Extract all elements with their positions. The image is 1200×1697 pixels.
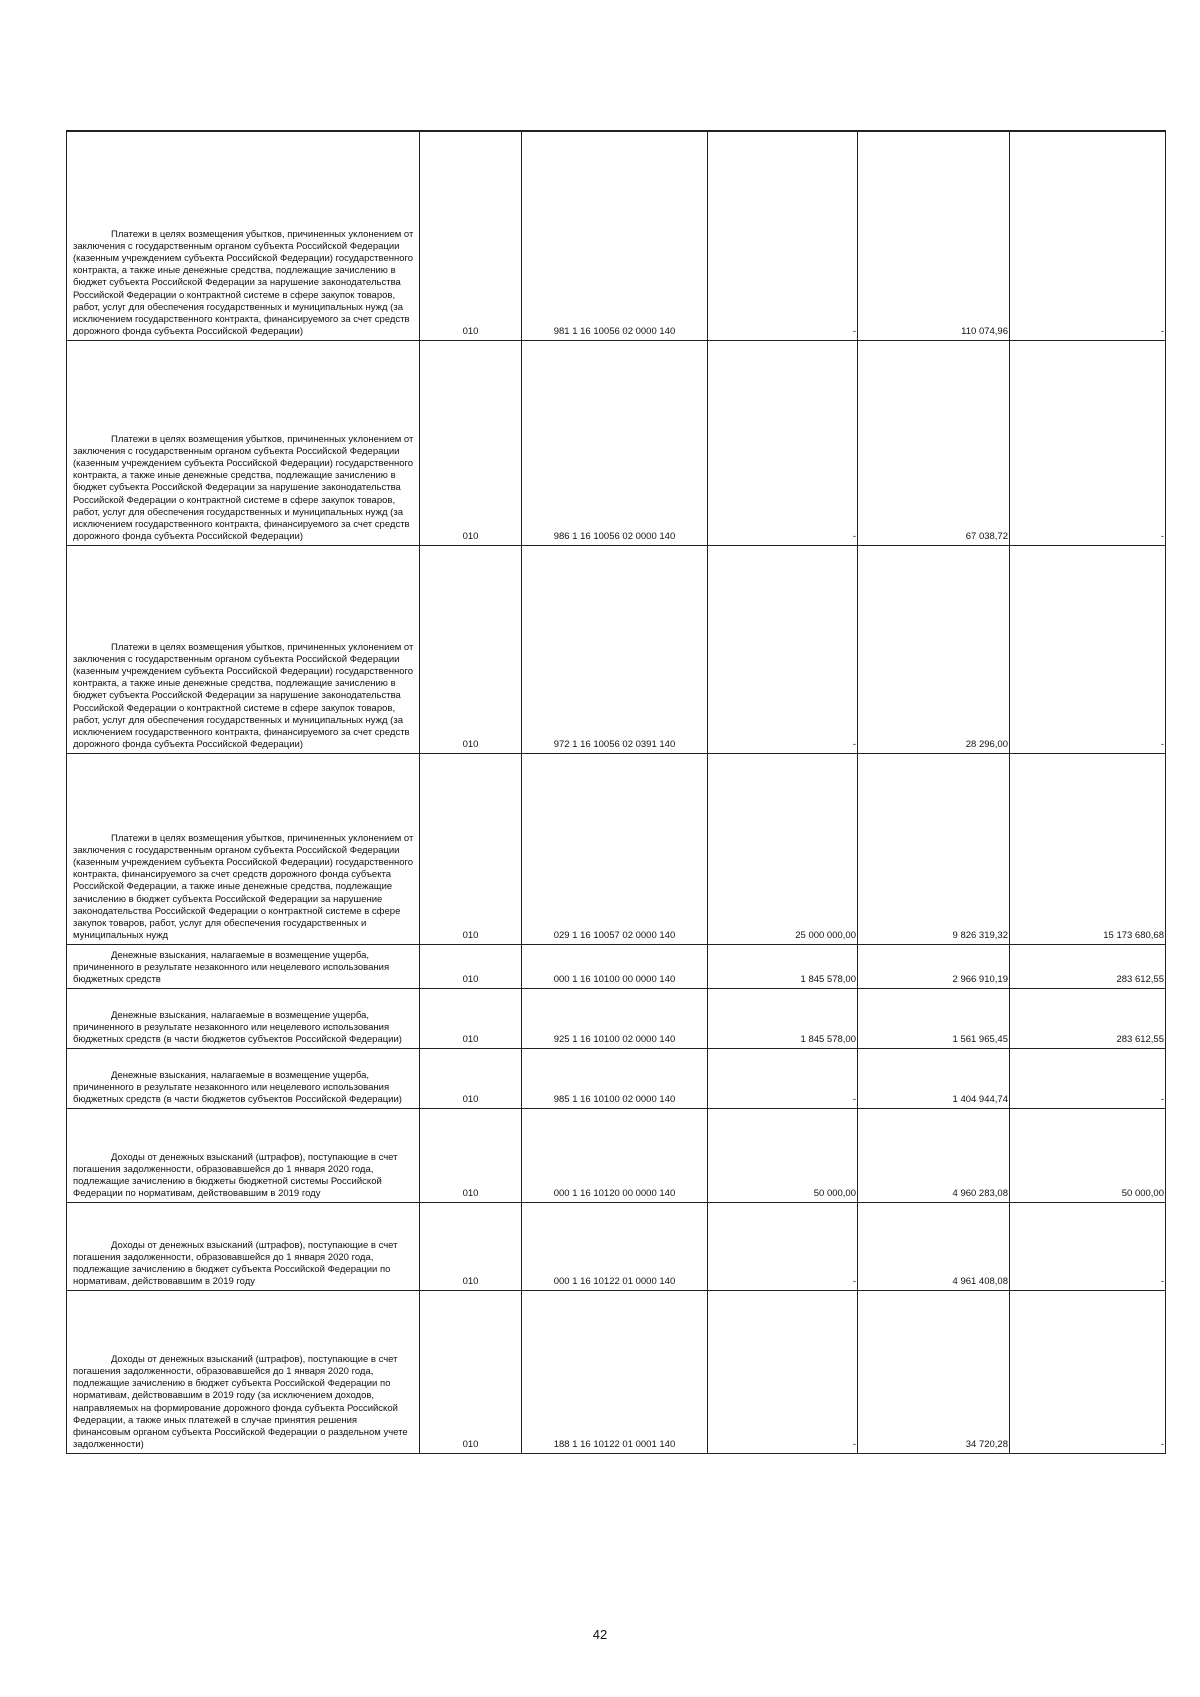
executed-amount-cell: 34 720,28 (858, 1290, 1010, 1453)
budget-classification-code-cell: 972 1 16 10056 02 0391 140 (522, 545, 708, 753)
line-code-cell: 010 (420, 988, 522, 1048)
budget-classification-code-cell: 985 1 16 10100 02 0000 140 (522, 1048, 708, 1108)
table-row (67, 988, 1166, 1048)
table-row (67, 131, 1166, 340)
table-row (67, 1048, 1166, 1108)
approved-amount-cell: 1 845 578,00 (708, 944, 858, 988)
table-row (67, 1202, 1166, 1290)
income-name-cell (67, 545, 420, 753)
executed-amount-cell: 9 826 319,32 (858, 753, 1010, 944)
income-name-cell (67, 753, 420, 944)
table-row (67, 545, 1166, 753)
income-name: Платежи в целях возмещения убытков, причиненных уклонением от заключения с государственным органом субъекта Российской Федерации (казенным учреждением субъекта Российской Федерации) государственного контракта, а также иные денежные средства, подлежащие зачислению в бюджет субъекта Российской Федерации за нарушение законодательства Российской Федерации о контрактной системе в сфере закупок товаров, работ, услуг для обеспечения государственных и муниципальных нужд (за исключением государственного контракта, финансируемого за счет средств дорожного фонда субъекта Российской Федерации) (73, 641, 414, 751)
executed-amount-cell: 2 966 910,19 (858, 944, 1010, 988)
line-code-cell: 010 (420, 1108, 522, 1202)
table-row (67, 340, 1166, 545)
table-row (67, 944, 1166, 988)
income-name-cell (67, 1108, 420, 1202)
income-name: Платежи в целях возмещения убытков, причиненных уклонением от заключения с государственным органом субъекта Российской Федерации (казенным учреждением субъекта Российской Федерации) государственного контракта, финансируемого за счет средств дорожного фонда субъекта Российской Федерации, а также иные денежные средства, подлежащие зачислению в бюджет субъекта Российской Федерации за нарушение законодательства Российской Федерации о контрактной системе в сфере закупок товаров, работ, услуг для обеспечения государственных и муниципальных нужд (73, 832, 414, 942)
line-code-cell: 010 (420, 753, 522, 944)
unexecuted-amount-cell: - (1010, 1290, 1166, 1453)
executed-amount-cell: 1 561 965,45 (858, 988, 1010, 1048)
income-name-cell (67, 988, 420, 1048)
line-code-cell: 010 (420, 944, 522, 988)
approved-amount-cell: 50 000,00 (708, 1108, 858, 1202)
page-number: 42 (592, 1627, 608, 1642)
unexecuted-amount-cell: - (1010, 340, 1166, 545)
budget-classification-code-cell: 188 1 16 10122 01 0001 140 (522, 1290, 708, 1453)
budget-classification-code-cell: 000 1 16 10100 00 0000 140 (522, 944, 708, 988)
line-code-cell: 010 (420, 131, 522, 340)
executed-amount-cell: 1 404 944,74 (858, 1048, 1010, 1108)
approved-amount-cell: - (708, 1048, 858, 1108)
income-name-cell (67, 1048, 420, 1108)
executed-amount-cell: 110 074,96 (858, 131, 1010, 340)
income-name-cell (67, 131, 420, 340)
unexecuted-amount-cell: - (1010, 545, 1166, 753)
approved-amount-cell: - (708, 1290, 858, 1453)
approved-amount-cell: - (708, 340, 858, 545)
income-name: Платежи в целях возмещения убытков, причиненных уклонением от заключения с государственным органом субъекта Российской Федерации (казенным учреждением субъекта Российской Федерации) государственного контракта, а также иные денежные средства, подлежащие зачислению в бюджет субъекта Российской Федерации за нарушение законодательства Российской Федерации о контрактной системе в сфере закупок товаров, работ, услуг для обеспечения государственных и муниципальных нужд (за исключением государственного контракта, финансируемого за счет средств дорожного фонда субъекта Российской Федерации) (73, 228, 414, 338)
income-name-cell (67, 1290, 420, 1453)
income-name: Платежи в целях возмещения убытков, причиненных уклонением от заключения с государственным органом субъекта Российской Федерации (казенным учреждением субъекта Российской Федерации) государственного контракта, а также иные денежные средства, подлежащие зачислению в бюджет субъекта Российской Федерации за нарушение законодательства Российской Федерации о контрактной системе в сфере закупок товаров, работ, услуг для обеспечения государственных и муниципальных нужд (за исключением государственного контракта, финансируемого за счет средств дорожного фонда субъекта Российской Федерации) (73, 433, 414, 543)
table-row (67, 1290, 1166, 1453)
income-name: Доходы от денежных взысканий (штрафов), поступающие в счет погашения задолженности, образовавшейся до 1 января 2020 года, подлежащие зачислению в бюджеты бюджетной системы Российской Федерации по нормативам, действовавшим в 2019 году (73, 1151, 398, 1200)
budget-classification-code-cell: 029 1 16 10057 02 0000 140 (522, 753, 708, 944)
approved-amount-cell: - (708, 131, 858, 340)
line-code-cell: 010 (420, 340, 522, 545)
budget-income-table (66, 130, 1166, 1454)
executed-amount-cell: 4 961 408,08 (858, 1202, 1010, 1290)
unexecuted-amount-cell: 283 612,55 (1010, 988, 1166, 1048)
executed-amount-cell: 28 296,00 (858, 545, 1010, 753)
unexecuted-amount-cell: 50 000,00 (1010, 1108, 1166, 1202)
unexecuted-amount-cell: - (1010, 131, 1166, 340)
budget-classification-code-cell: 981 1 16 10056 02 0000 140 (522, 131, 708, 340)
budget-classification-code-cell: 000 1 16 10122 01 0000 140 (522, 1202, 708, 1290)
budget-classification-code-cell: 000 1 16 10120 00 0000 140 (522, 1108, 708, 1202)
table-row (67, 1108, 1166, 1202)
unexecuted-amount-cell: 283 612,55 (1010, 944, 1166, 988)
table-row (67, 753, 1166, 944)
approved-amount-cell: - (708, 1202, 858, 1290)
budget-classification-code-cell: 925 1 16 10100 02 0000 140 (522, 988, 708, 1048)
unexecuted-amount-cell: 15 173 680,68 (1010, 753, 1166, 944)
income-name: Доходы от денежных взысканий (штрафов), поступающие в счет погашения задолженности, образовавшейся до 1 января 2020 года, подлежащие зачислению в бюджет субъекта Российской Федерации по нормативам, действовавшим в 2019 году (73, 1239, 398, 1288)
income-name: Денежные взыскания, налагаемые в возмещение ущерба, причиненного в результате незаконного или нецелевого использования бюджетных средств (73, 949, 390, 986)
line-code-cell: 010 (420, 1048, 522, 1108)
approved-amount-cell: 25 000 000,00 (708, 753, 858, 944)
unexecuted-amount-cell: - (1010, 1202, 1166, 1290)
income-name-cell (67, 340, 420, 545)
approved-amount-cell: 1 845 578,00 (708, 988, 858, 1048)
unexecuted-amount-cell: - (1010, 1048, 1166, 1108)
budget-classification-code-cell: 986 1 16 10056 02 0000 140 (522, 340, 708, 545)
line-code-cell: 010 (420, 1290, 522, 1453)
executed-amount-cell: 4 960 283,08 (858, 1108, 1010, 1202)
income-name-cell (67, 944, 420, 988)
income-name: Доходы от денежных взысканий (штрафов), поступающие в счет погашения задолженности, образовавшейся до 1 января 2020 года, подлежащие зачислению в бюджет субъекта Российской Федерации по нормативам, действовавшим в 2019 году (за исключением доходов, направляемых на формирование дорожного фонда субъекта Российской Федерации, а также иных платежей в случае принятия решения финансовым органом субъекта Российской Федерации о раздельном учете задолженности) (73, 1353, 408, 1451)
income-name-cell (67, 1202, 420, 1290)
line-code-cell: 010 (420, 1202, 522, 1290)
line-code-cell: 010 (420, 545, 522, 753)
executed-amount-cell: 67 038,72 (858, 340, 1010, 545)
income-name: Денежные взыскания, налагаемые в возмещение ущерба, причиненного в результате незаконного или нецелевого использования бюджетных средств (в части бюджетов субъектов Российской Федерации) (73, 1069, 402, 1106)
income-name: Денежные взыскания, налагаемые в возмещение ущерба, причиненного в результате незаконного или нецелевого использования бюджетных средств (в части бюджетов субъектов Российской Федерации) (73, 1009, 402, 1046)
approved-amount-cell: - (708, 545, 858, 753)
